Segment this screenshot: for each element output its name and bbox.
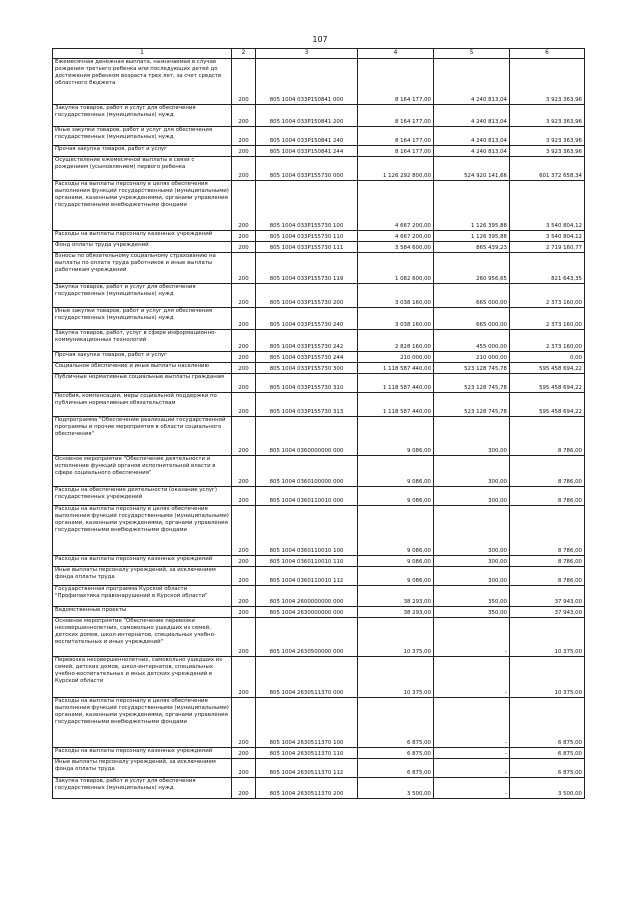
cell-grbs: 200: [232, 456, 256, 487]
cell-rest: 2 373 160,00: [510, 308, 585, 330]
cell-rest: 8 786,00: [510, 417, 585, 456]
cell-code: 805 1004 033P155730 110: [256, 231, 358, 242]
cell-rest: 10 375,00: [510, 618, 585, 657]
cell-plan: 3 500,00: [358, 778, 434, 799]
table-body: [53, 59, 585, 799]
table-row: [53, 586, 585, 607]
cell-plan: 38 293,00: [358, 586, 434, 607]
cell-grbs: 200: [232, 59, 256, 105]
cell-name: Подпрограмма "Обеспечение реализации государственной программы и прочие мероприятия в области социального обеспечения": [53, 417, 232, 456]
cell-rest: 6 875,00: [510, 748, 585, 759]
cell-grbs: 200: [232, 657, 256, 698]
cell-exec: 300,00: [434, 556, 510, 567]
cell-exec: 350,00: [434, 607, 510, 618]
cell-plan: 3 038 160,00: [358, 284, 434, 308]
cell-name: Перевозка несовершеннолетних, самовольно ушедших из семей, детских домов, школ-интернатов, специальных учебно-воспитательных и иных детских учреждений в Курской области: [53, 657, 232, 698]
cell-exec: 4 240 813,04: [434, 59, 510, 105]
cell-plan: 3 038 160,00: [358, 308, 434, 330]
table-row: [53, 657, 585, 698]
cell-rest: 8 786,00: [510, 556, 585, 567]
cell-rest: 3 540 804,12: [510, 181, 585, 231]
cell-exec: 523 128 745,78: [434, 374, 510, 393]
cell-grbs: 200: [232, 607, 256, 618]
cell-code: 805 1004 033P155730 313: [256, 393, 358, 417]
cell-rest: 2 373 160,00: [510, 284, 585, 308]
cell-grbs: 200: [232, 487, 256, 506]
cell-code: 805 1004 2630511370 200: [256, 778, 358, 799]
cell-rest: 821 643,35: [510, 253, 585, 284]
cell-rest: 3 923 363,96: [510, 59, 585, 105]
cell-grbs: 200: [232, 778, 256, 799]
cell-exec: 300,00: [434, 506, 510, 556]
cell-rest: 595 458 694,22: [510, 363, 585, 374]
cell-plan: 10 375,00: [358, 618, 434, 657]
cell-exec: 523 128 745,78: [434, 393, 510, 417]
cell-exec: 524 920 141,66: [434, 157, 510, 181]
cell-code: 805 1004 033P150841 240: [256, 127, 358, 146]
table-row: [53, 417, 585, 456]
cell-rest: 601 372 658,34: [510, 157, 585, 181]
cell-grbs: 200: [232, 352, 256, 363]
cell-rest: 6 875,00: [510, 698, 585, 748]
cell-name: Государственная программа Курской области "Профилактика правонарушений в Курской области": [53, 586, 232, 607]
cell-plan: 9 086,00: [358, 417, 434, 456]
table-row: [53, 330, 585, 352]
cell-name: Ведомственные проекты: [53, 607, 232, 618]
cell-exec: -: [434, 748, 510, 759]
cell-code: 805 1004 2630511370 100: [256, 698, 358, 748]
cell-code: 805 1004 033P155730 242: [256, 330, 358, 352]
cell-grbs: 200: [232, 374, 256, 393]
cell-exec: 665 000,00: [434, 284, 510, 308]
cell-exec: 260 956,65: [434, 253, 510, 284]
cell-plan: 9 086,00: [358, 456, 434, 487]
cell-plan: 8 164 177,00: [358, 105, 434, 127]
cell-grbs: 200: [232, 363, 256, 374]
table-row: [53, 242, 585, 253]
cell-rest: 2 373 160,00: [510, 330, 585, 352]
cell-code: 805 1004 033P150841 200: [256, 105, 358, 127]
table-row: [53, 146, 585, 157]
cell-rest: 37 943,00: [510, 607, 585, 618]
table-row: [53, 105, 585, 127]
cell-code: 805 1004 2630511370 112: [256, 759, 358, 778]
cell-name: Социальное обеспечение и иные выплаты населению: [53, 363, 232, 374]
cell-exec: 1 126 395,88: [434, 181, 510, 231]
cell-rest: 6 875,00: [510, 759, 585, 778]
cell-grbs: 200: [232, 506, 256, 556]
cell-grbs: 200: [232, 417, 256, 456]
cell-plan: 6 875,00: [358, 759, 434, 778]
cell-exec: -: [434, 618, 510, 657]
cell-code: 805 1004 033P155730 119: [256, 253, 358, 284]
cell-plan: 9 086,00: [358, 487, 434, 506]
cell-code: 805 1004 2630500000 000: [256, 618, 358, 657]
cell-plan: 9 086,00: [358, 567, 434, 586]
cell-plan: 9 086,00: [358, 556, 434, 567]
cell-plan: 8 164 177,00: [358, 146, 434, 157]
table-row: [53, 181, 585, 231]
table-row: [53, 506, 585, 556]
cell-grbs: 200: [232, 181, 256, 231]
cell-grbs: 200: [232, 253, 256, 284]
cell-code: 805 1004 033P155730 111: [256, 242, 358, 253]
cell-grbs: 200: [232, 231, 256, 242]
table-row: [53, 59, 585, 105]
cell-exec: 665 000,00: [434, 308, 510, 330]
cell-name: Прочая закупка товаров, работ и услуг: [53, 352, 232, 363]
cell-rest: 10 375,00: [510, 657, 585, 698]
cell-name: Осуществление ежемесячной выплаты в связи с рождением (усыновлением) первого ребенка: [53, 157, 232, 181]
table-row: [53, 456, 585, 487]
cell-exec: 300,00: [434, 456, 510, 487]
table-row: [53, 253, 585, 284]
column-header: 3: [256, 49, 358, 59]
table-row: [53, 556, 585, 567]
table-row: [53, 393, 585, 417]
cell-grbs: 200: [232, 759, 256, 778]
cell-code: 805 1004 0360110010 100: [256, 506, 358, 556]
cell-name: Пособия, компенсации, меры социальной поддержки по публичным нормативным обязательствам: [53, 393, 232, 417]
cell-code: 805 1004 033P155730 244: [256, 352, 358, 363]
table-row: [53, 698, 585, 748]
cell-name: Иные выплаты персоналу учреждений, за исключением фонда оплаты труда: [53, 759, 232, 778]
cell-plan: 1 118 587 440,00: [358, 374, 434, 393]
cell-exec: 4 240 813,04: [434, 105, 510, 127]
cell-exec: -: [434, 778, 510, 799]
cell-exec: 865 439,23: [434, 242, 510, 253]
cell-name: Закупка товаров, работ и услуг для обеспечения государственных (муниципальных) нужд: [53, 105, 232, 127]
table-row: [53, 308, 585, 330]
cell-plan: 3 584 600,00: [358, 242, 434, 253]
cell-grbs: 200: [232, 242, 256, 253]
cell-name: Расходы на выплаты персоналу в целях обеспечения выполнения функций государственными (муниципальными) органами, казенными учреждениями, органами управления государственными внебюджетными фондами: [53, 698, 232, 748]
cell-code: 805 1004 0360110010 110: [256, 556, 358, 567]
cell-rest: 0,00: [510, 352, 585, 363]
cell-rest: 3 500,00: [510, 778, 585, 799]
cell-rest: 8 786,00: [510, 487, 585, 506]
cell-rest: 3 923 363,96: [510, 105, 585, 127]
cell-exec: 4 240 813,04: [434, 146, 510, 157]
cell-name: Расходы на обеспечение деятельности (оказание услуг) государственных учреждений: [53, 487, 232, 506]
cell-exec: 210 000,00: [434, 352, 510, 363]
cell-exec: 455 000,00: [434, 330, 510, 352]
table-row: [53, 778, 585, 799]
column-header: 2: [232, 49, 256, 59]
table-row: [53, 363, 585, 374]
cell-name: Взносы по обязательному социальному страхованию на выплаты по оплате труда работников и иные выплаты работникам учреждений: [53, 253, 232, 284]
table-row: [53, 374, 585, 393]
cell-plan: 4 667 200,00: [358, 181, 434, 231]
cell-plan: 10 375,00: [358, 657, 434, 698]
cell-name: Расходы на выплаты персоналу в целях обеспечения выполнения функций государственными (муниципальными) органами, казенными учреждениями, органами управления государственными внебюджетными фондами: [53, 506, 232, 556]
cell-plan: 8 164 177,00: [358, 59, 434, 105]
cell-plan: 1 118 587 440,00: [358, 363, 434, 374]
cell-exec: -: [434, 698, 510, 748]
cell-code: 805 1004 2630511370 110: [256, 748, 358, 759]
cell-name: Расходы на выплаты персоналу казенных учреждений: [53, 231, 232, 242]
cell-name: Закупка товаров, работ и услуг для обеспечения государственных (муниципальных) нужд: [53, 778, 232, 799]
cell-rest: 8 786,00: [510, 456, 585, 487]
column-header: 5: [434, 49, 510, 59]
cell-grbs: 200: [232, 567, 256, 586]
cell-exec: 523 128 745,78: [434, 363, 510, 374]
cell-code: 805 1004 2600000000 000: [256, 586, 358, 607]
cell-rest: 3 540 804,12: [510, 231, 585, 242]
cell-grbs: 200: [232, 698, 256, 748]
table-row: [53, 284, 585, 308]
cell-exec: 4 240 813,04: [434, 127, 510, 146]
cell-plan: 1 082 600,00: [358, 253, 434, 284]
cell-rest: 8 786,00: [510, 567, 585, 586]
cell-exec: 300,00: [434, 487, 510, 506]
cell-exec: 1 126 395,88: [434, 231, 510, 242]
cell-rest: 2 719 160,77: [510, 242, 585, 253]
cell-code: 805 1004 033P155730 200: [256, 284, 358, 308]
cell-plan: 1 126 292 800,00: [358, 157, 434, 181]
cell-name: Расходы на выплаты персоналу казенных учреждений: [53, 748, 232, 759]
cell-name: Закупка товаров, работ, услуг в сфере информационно-коммуникационных технологий: [53, 330, 232, 352]
table-row: [53, 759, 585, 778]
cell-grbs: 200: [232, 284, 256, 308]
cell-name: Закупка товаров, работ и услуг для обеспечения государственных (муниципальных) нужд: [53, 284, 232, 308]
cell-grbs: 200: [232, 308, 256, 330]
cell-name: Иные закупки товаров, работ и услуг для обеспечения государственных (муниципальных) нужд: [53, 308, 232, 330]
cell-name: Публичные нормативные социальные выплаты гражданам: [53, 374, 232, 393]
cell-grbs: 200: [232, 748, 256, 759]
cell-code: 805 1004 0360110010 000: [256, 487, 358, 506]
cell-rest: 3 923 363,96: [510, 146, 585, 157]
cell-code: 805 1004 033P155730 300: [256, 363, 358, 374]
cell-exec: 300,00: [434, 417, 510, 456]
cell-code: 805 1004 0360110010 112: [256, 567, 358, 586]
table-row: [53, 607, 585, 618]
cell-code: 805 1004 0360000000 000: [256, 417, 358, 456]
cell-grbs: 200: [232, 127, 256, 146]
table-row: [53, 487, 585, 506]
cell-name: Ежемесячная денежная выплата, назначаемая в случае рождения третьего ребенка или последующих детей до достижения ребенком возраста трех лет, за счет средств областного бюджета: [53, 59, 232, 105]
cell-name: Расходы на выплаты персоналу в целях обеспечения выполнения функций государственными (муниципальными) органами, казенными учреждениями, органами управления государственными внебюджетными фондами: [53, 181, 232, 231]
cell-exec: -: [434, 657, 510, 698]
table-row: [53, 748, 585, 759]
cell-plan: 2 828 160,00: [358, 330, 434, 352]
table-row: [53, 231, 585, 242]
cell-name: Основное мероприятие "Обеспечение деятельности и исполнение функций органов исполнительной власти в сфере социального обеспечения": [53, 456, 232, 487]
cell-plan: 38 293,00: [358, 607, 434, 618]
cell-code: 805 1004 033P155730 100: [256, 181, 358, 231]
cell-plan: 6 875,00: [358, 748, 434, 759]
cell-exec: -: [434, 759, 510, 778]
budget-execution-table: [52, 48, 585, 799]
cell-plan: 8 164 177,00: [358, 127, 434, 146]
cell-name: Расходы на выплаты персоналу казенных учреждений: [53, 556, 232, 567]
cell-grbs: 200: [232, 157, 256, 181]
table-row: [53, 127, 585, 146]
cell-plan: 210 000,00: [358, 352, 434, 363]
page-number: 107: [312, 35, 328, 44]
cell-name: Прочая закупка товаров, работ и услуг: [53, 146, 232, 157]
cell-plan: 9 086,00: [358, 506, 434, 556]
cell-exec: 350,00: [434, 586, 510, 607]
cell-code: 805 1004 033P155730 240: [256, 308, 358, 330]
cell-code: 805 1004 033P155730 310: [256, 374, 358, 393]
cell-plan: 4 667 200,00: [358, 231, 434, 242]
cell-code: 805 1004 0360100000 000: [256, 456, 358, 487]
table-row: [53, 352, 585, 363]
table-row: [53, 157, 585, 181]
table-row: [53, 567, 585, 586]
cell-rest: 37 943,00: [510, 586, 585, 607]
table-row: [53, 618, 585, 657]
cell-grbs: 200: [232, 618, 256, 657]
cell-plan: 6 875,00: [358, 698, 434, 748]
cell-grbs: 200: [232, 105, 256, 127]
cell-name: Основное мероприятие "Обеспечение перевозки несовершеннолетних, самовольно ушедших из семей, детских домов, школ-интернатов, специальных учебно-воспитательных и иных учреждений": [53, 618, 232, 657]
column-header: 4: [358, 49, 434, 59]
cell-code: 805 1004 033P150841 244: [256, 146, 358, 157]
cell-name: Иные закупки товаров, работ и услуг для обеспечения государственных (муниципальных) нужд: [53, 127, 232, 146]
cell-name: Иные выплаты персоналу учреждений, за исключением фонда оплаты труда: [53, 567, 232, 586]
cell-code: 805 1004 2630511370 000: [256, 657, 358, 698]
cell-rest: 595 458 694,22: [510, 374, 585, 393]
cell-grbs: 200: [232, 556, 256, 567]
cell-grbs: 200: [232, 146, 256, 157]
cell-grbs: 200: [232, 586, 256, 607]
cell-code: 805 1004 033P150841 000: [256, 59, 358, 105]
cell-plan: 1 118 587 440,00: [358, 393, 434, 417]
header-row: [53, 49, 585, 59]
column-header: 1: [53, 49, 232, 59]
cell-rest: 595 458 694,22: [510, 393, 585, 417]
cell-name: Фонд оплаты труда учреждений: [53, 242, 232, 253]
cell-grbs: 200: [232, 393, 256, 417]
cell-code: 805 1004 2630000000 000: [256, 607, 358, 618]
cell-exec: 300,00: [434, 567, 510, 586]
column-header: 6: [510, 49, 585, 59]
cell-code: 805 1004 033P155730 000: [256, 157, 358, 181]
cell-rest: 8 786,00: [510, 506, 585, 556]
cell-rest: 3 923 363,96: [510, 127, 585, 146]
cell-grbs: 200: [232, 330, 256, 352]
